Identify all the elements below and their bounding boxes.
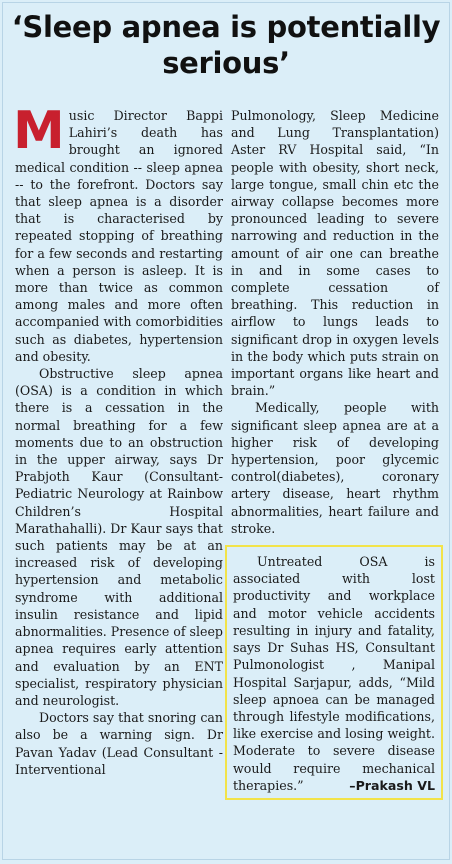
newspaper-clipping xyxy=(2,2,450,860)
paragraph-untreated-text: Untreated OSA is associated with lost productivity and workplace and motor vehicle accidents resulting in injury and fatality, says Dr Suhas HS, Consultant Pulmonologist , Manipal Hospital Sarjapur, adds, “Mild sleep apnoea can be managed through lifestyle modifications, like exercise and losing weight. Moderate to severe disease would require mechanical therapies.” xyxy=(233,554,435,793)
article-body xyxy=(13,101,439,800)
paragraph-risks: Medically, people with significant sleep apnea are at a higher risk of developing hypertension, poor glycemic control(diabetes), coronary artery disease, heart rhythm abnormalities, heart failure and stroke. xyxy=(231,400,439,536)
byline: –Prakash VL xyxy=(349,777,435,793)
paragraph-osa: Obstructive sleep apnea (OSA) is a condition in which there is a cessation in the normal breathing for a few moments due to an obstruction in the upper airway, says Dr Prabjoth Kaur (Consultant- Pediatric Neurology at Rainbow Children’s Hospital Marathahalli). Dr Kaur says that such patients may be at an increased risk of developing hypertension and metabolic syndrome with additional insulin resistance and lipid abnormalities. Presence of sleep apnea requires early attention and evaluation by an ENT specialist, respiratory physician and neurologist. xyxy=(15,366,223,708)
highlight-box xyxy=(225,545,443,800)
paragraph-snoring: Doctors say that snoring can also be a warning sign. Dr Pavan Yadav (Lead Consultant - Interventional xyxy=(15,710,223,777)
headline: ‘Sleep apnea is potentially serious’ xyxy=(11,10,441,80)
paragraph-intro-text: usic Director Bappi Lahiri’s death has brought an ignored medical condition -- sleep apnea -- to the forefront. Doctors say that sleep apnea is a disorder that is characterised by repeated stopping of breathing for a few seconds and restarting when a person is asleep. It is more than twice as common among males and more often accompanied with comorbidities such as diabetes, hypertension and obesity. xyxy=(15,108,223,364)
paragraph-intro xyxy=(13,101,223,365)
right-column xyxy=(231,107,439,800)
drop-cap: M xyxy=(13,101,65,161)
paragraph-quote: Pulmonology, Sleep Medicine and Lung Transplantation) Aster RV Hospital said, “In people with obesity, short neck, large tongue, small chin etc the airway collapse becomes more pronounced leading to severe narrowing and reduction in the amount of air one can breathe in and in some cases to complete cessation of breathing. This reduction in airflow to lungs leads to significant drop in oxygen levels in the body which puts strain on important organs like heart and brain.” xyxy=(231,108,439,399)
paragraph-untreated xyxy=(233,553,435,794)
left-column xyxy=(13,101,223,800)
